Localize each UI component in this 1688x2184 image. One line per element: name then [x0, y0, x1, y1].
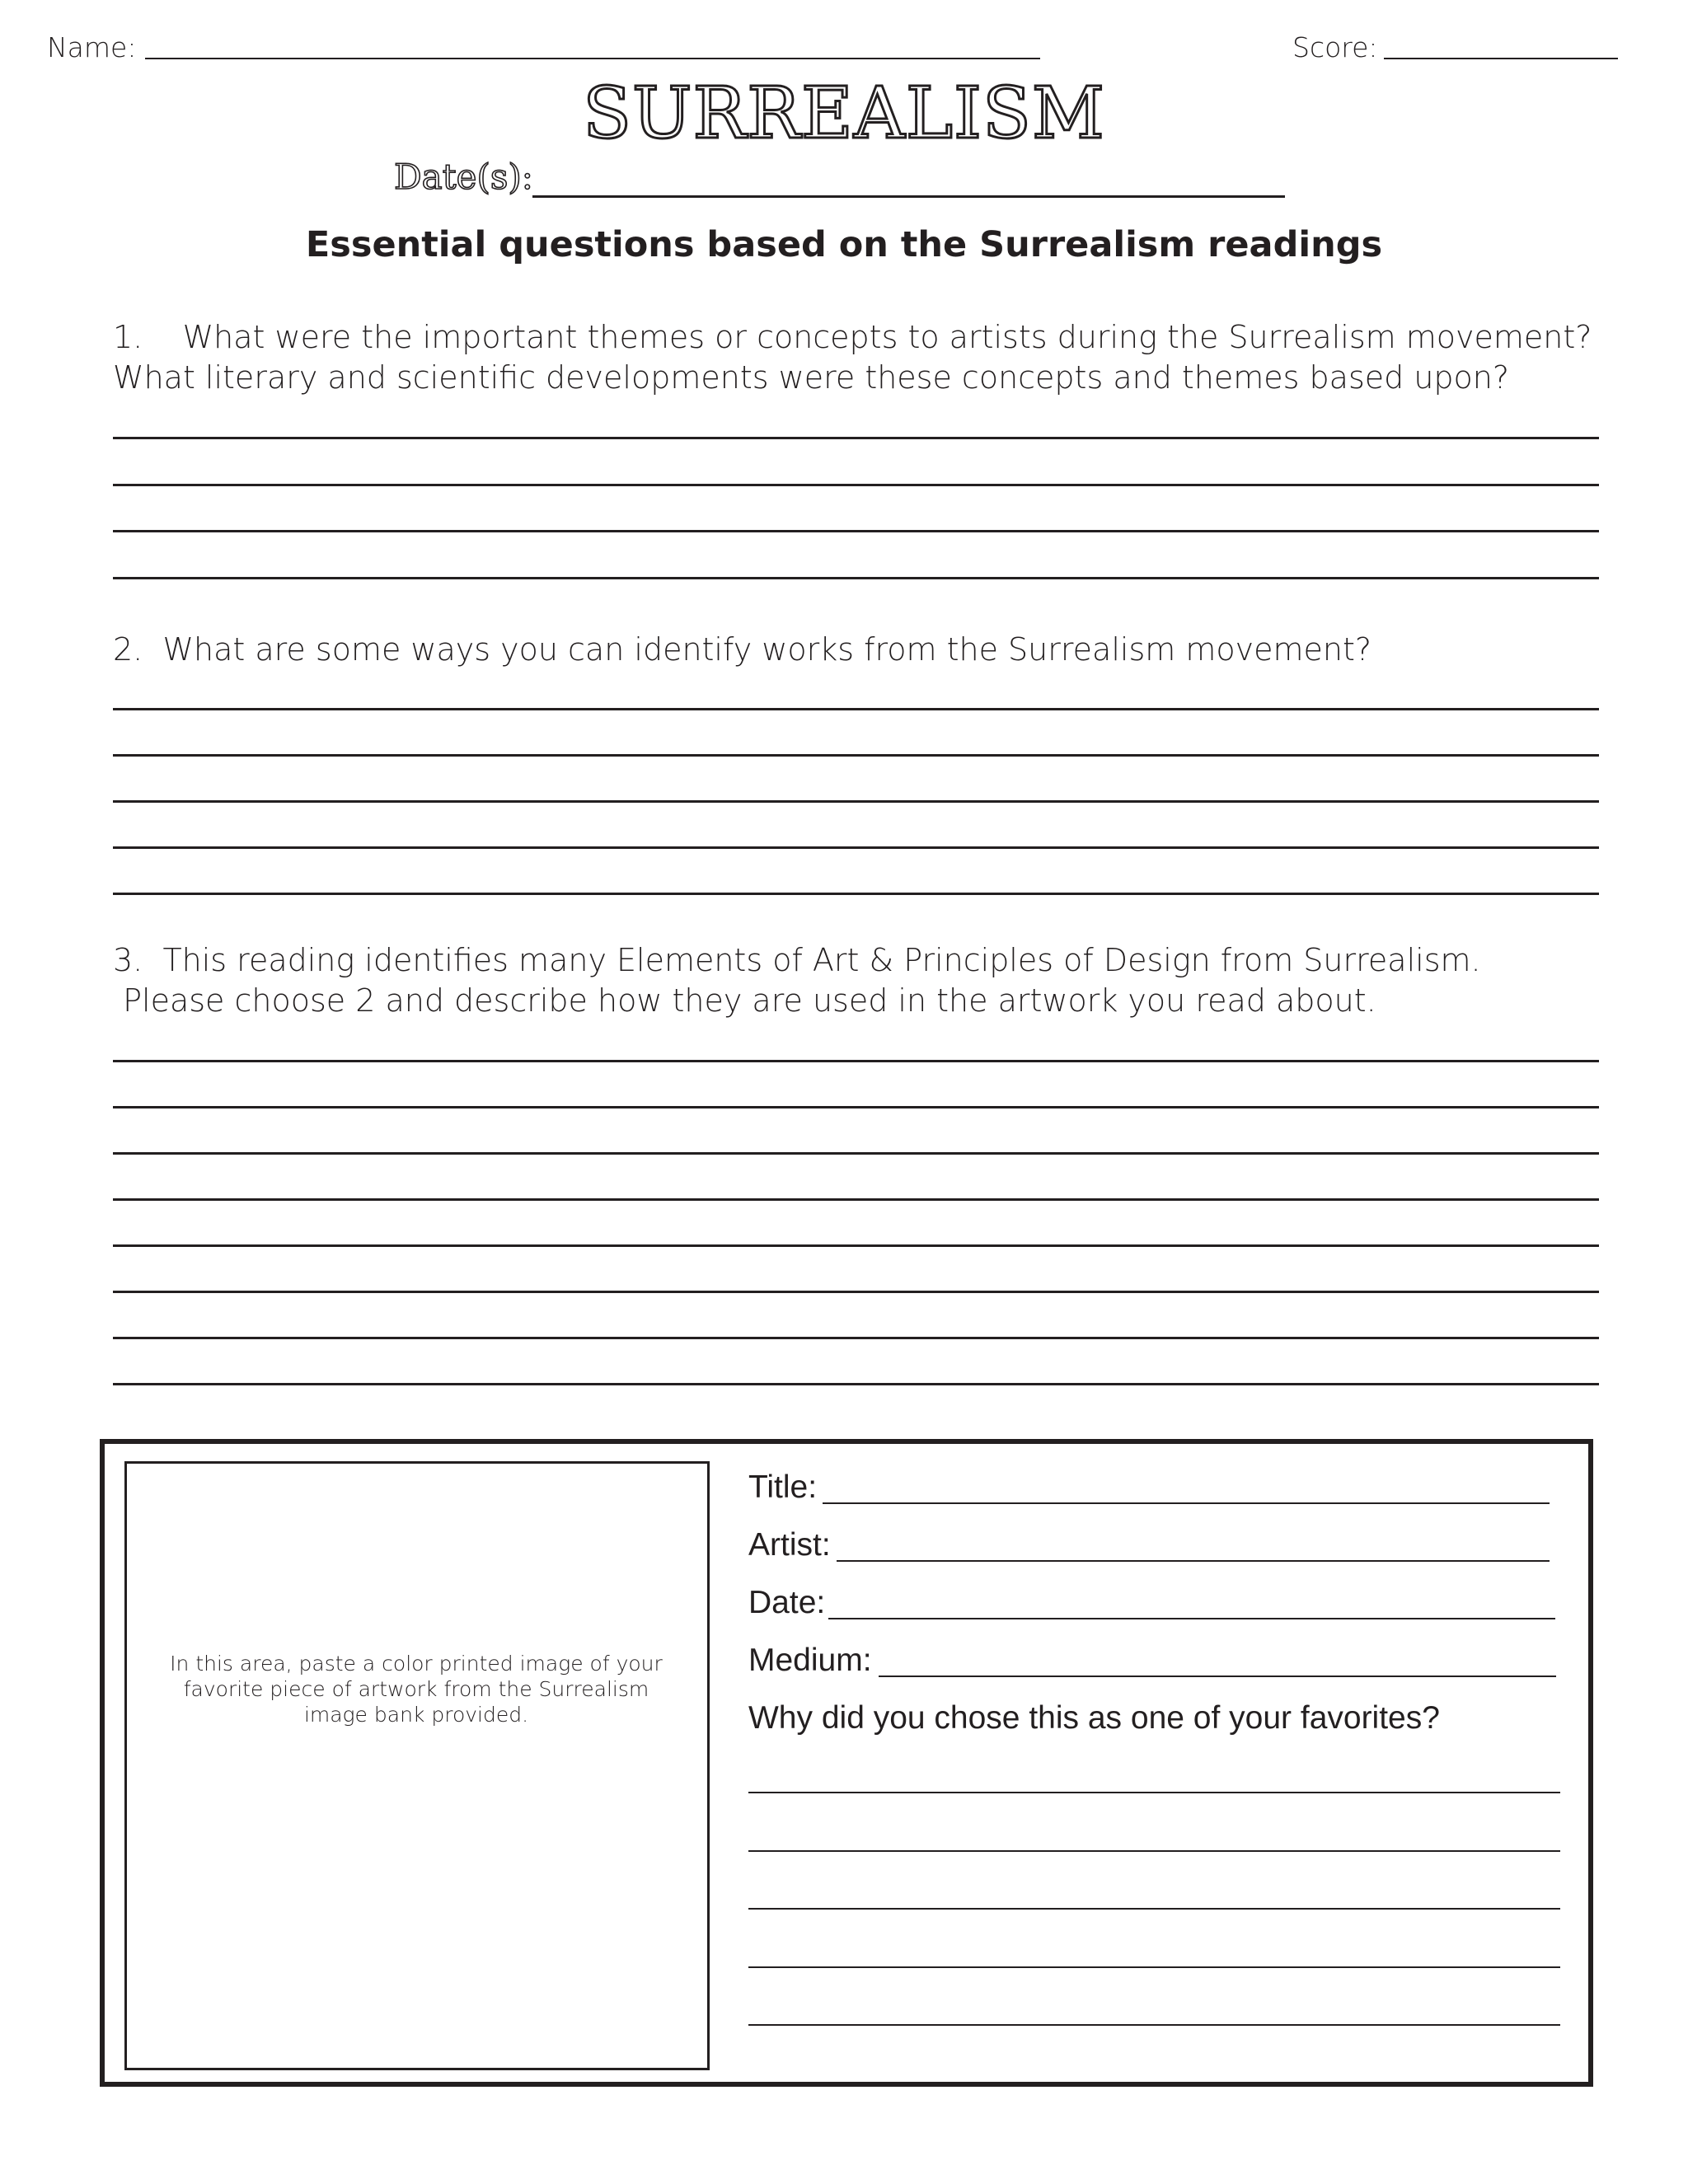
question-3 — [113, 940, 1613, 981]
page-title: SURREALISM — [583, 73, 1105, 155]
image-area-instructions: In this area, paste a color printed image of your favorite piece of artwork from the Surrealism image bank provided. — [170, 1652, 663, 1727]
answer-line[interactable] — [748, 1850, 1560, 1852]
answer-line[interactable] — [748, 1792, 1560, 1793]
question-3-text-line1: This reading identifies many Elements of Art & Principles of Design from Surrealism. — [162, 942, 1481, 978]
question-1-text-line1: What were the important themes or concepts to artists during the Surrealism movement? — [182, 319, 1592, 355]
answer-line[interactable] — [113, 1383, 1599, 1385]
artwork-artist-field[interactable] — [837, 1560, 1550, 1562]
answer-line[interactable] — [113, 893, 1599, 895]
question-1-number: 1. — [113, 319, 143, 355]
why-favorite-label: Why did you chose this as one of your favorites? — [748, 1700, 1440, 1736]
question-2-text-line1: What are some ways you can identify works from the Surrealism movement? — [162, 631, 1372, 668]
artwork-date-label: Date: — [748, 1585, 826, 1620]
answer-line[interactable] — [113, 1060, 1599, 1062]
answer-line[interactable] — [113, 577, 1599, 579]
answer-line[interactable] — [113, 800, 1599, 803]
question-2 — [113, 630, 1613, 670]
dates-label: Date(s): — [394, 157, 533, 197]
dates-field[interactable] — [532, 195, 1285, 198]
answer-line[interactable] — [113, 437, 1599, 439]
question-3-number: 3. — [113, 942, 143, 978]
answer-line[interactable] — [113, 1106, 1599, 1108]
score-field[interactable] — [1384, 58, 1618, 59]
answer-line[interactable] — [748, 1966, 1560, 1968]
artwork-title-label: Title: — [748, 1469, 818, 1505]
answer-line[interactable] — [113, 708, 1599, 710]
answer-line[interactable] — [113, 1337, 1599, 1339]
section-heading: Essential questions based on the Surrealism readings — [305, 224, 1383, 265]
answer-line[interactable] — [113, 1198, 1599, 1201]
answer-line[interactable] — [113, 1152, 1599, 1155]
artwork-medium-label: Medium: — [748, 1643, 872, 1678]
answer-line[interactable] — [748, 2024, 1560, 2026]
question-1-text-line2: What literary and scientific developments were these concepts and themes based upon? — [113, 359, 1510, 396]
name-field[interactable] — [145, 58, 1040, 59]
answer-line[interactable] — [113, 846, 1599, 849]
question-3-line2 — [113, 981, 1613, 1021]
answer-line[interactable] — [113, 1244, 1599, 1247]
question-3-text-line2: Please choose 2 and describe how they are used in the artwork you read about. — [123, 982, 1376, 1019]
answer-line[interactable] — [113, 754, 1599, 757]
question-1-line2 — [113, 358, 1613, 398]
answer-line[interactable] — [113, 484, 1599, 486]
artwork-date-field[interactable] — [828, 1618, 1555, 1619]
question-2-number: 2. — [113, 631, 143, 668]
artwork-artist-label: Artist: — [748, 1527, 831, 1563]
image-paste-area[interactable] — [124, 1461, 710, 2070]
answer-line[interactable] — [113, 530, 1599, 532]
answer-line[interactable] — [748, 1908, 1560, 1910]
artwork-medium-field[interactable] — [879, 1675, 1556, 1677]
question-1 — [113, 317, 1613, 358]
score-label: Score: — [1292, 31, 1378, 63]
answer-line[interactable] — [113, 1291, 1599, 1293]
artwork-title-field[interactable] — [823, 1502, 1550, 1504]
name-label: Name: — [47, 31, 137, 63]
